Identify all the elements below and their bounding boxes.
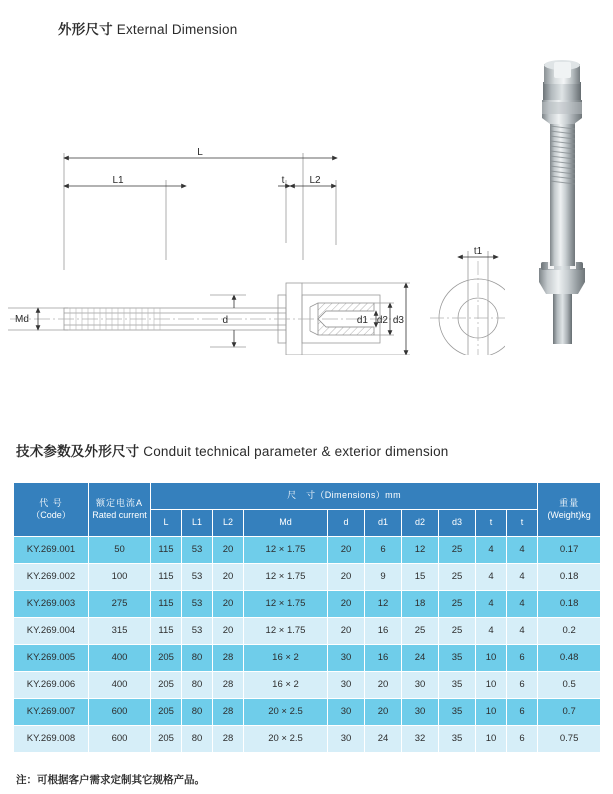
cell-t2: 6 <box>507 726 538 753</box>
cell-weight: 0.18 <box>538 564 601 591</box>
cell-L: 205 <box>151 699 182 726</box>
cell-weight: 0.18 <box>538 591 601 618</box>
cell-d2: 18 <box>402 591 439 618</box>
cell-t: 10 <box>476 726 507 753</box>
cell-code: KY.269.005 <box>14 645 89 672</box>
drawing-label-d3: d3 <box>392 315 404 326</box>
drawing-label-L: L <box>197 147 203 158</box>
cell-L: 115 <box>151 564 182 591</box>
cell-t: 10 <box>476 699 507 726</box>
cell-t2: 6 <box>507 672 538 699</box>
cell-weight: 0.48 <box>538 645 601 672</box>
cell-weight: 0.7 <box>538 699 601 726</box>
cell-L2: 28 <box>213 726 244 753</box>
cell-d3: 25 <box>439 618 476 645</box>
cell-d2: 30 <box>402 699 439 726</box>
page-title-en: External Dimension <box>116 22 238 37</box>
cell-t: 4 <box>476 618 507 645</box>
cell-t2: 4 <box>507 618 538 645</box>
cell-rated-current: 275 <box>89 591 151 618</box>
cell-t: 4 <box>476 591 507 618</box>
cell-L2: 20 <box>213 564 244 591</box>
drawing-label-Md: Md <box>15 314 29 325</box>
cell-L: 205 <box>151 672 182 699</box>
cell-d2: 30 <box>402 672 439 699</box>
table-row <box>14 618 601 645</box>
header-col-L2: L2 <box>213 510 244 537</box>
cell-t2: 4 <box>507 537 538 564</box>
cell-code: KY.269.004 <box>14 618 89 645</box>
photo-shank <box>550 184 575 266</box>
cell-L: 115 <box>151 591 182 618</box>
cell-d: 30 <box>328 699 365 726</box>
technical-drawing <box>0 55 505 355</box>
spec-table-body <box>14 537 601 753</box>
drawing-label-L2: L2 <box>309 175 321 186</box>
cell-code: KY.269.006 <box>14 672 89 699</box>
cell-t: 10 <box>476 672 507 699</box>
table-row <box>14 591 601 618</box>
header-col-d1: d1 <box>365 510 402 537</box>
header-col-t: t <box>476 510 507 537</box>
drawing-label-d2: d2 <box>376 315 388 326</box>
page-title-cn: 外形尺寸 <box>58 22 113 37</box>
cell-d: 20 <box>328 618 365 645</box>
cell-code: KY.269.007 <box>14 699 89 726</box>
cell-d: 20 <box>328 591 365 618</box>
drawing-label-L1: L1 <box>112 175 124 186</box>
header-col-d2: d2 <box>402 510 439 537</box>
table-title-cn: 技术参数及外形尺寸 <box>16 444 140 459</box>
cell-code: KY.269.008 <box>14 726 89 753</box>
cell-d1: 6 <box>365 537 402 564</box>
cell-code: KY.269.001 <box>14 537 89 564</box>
cell-Md: 16 × 2 <box>244 672 328 699</box>
cell-t: 10 <box>476 645 507 672</box>
cell-weight: 0.17 <box>538 537 601 564</box>
cell-code: KY.269.002 <box>14 564 89 591</box>
drawing-label-d1: d1 <box>356 315 368 326</box>
cell-L: 115 <box>151 537 182 564</box>
cell-d1: 9 <box>365 564 402 591</box>
cell-L1: 80 <box>182 726 213 753</box>
header-rated-current: 额定电流A Rated current <box>89 483 151 537</box>
cell-d1: 16 <box>365 645 402 672</box>
table-title-en: Conduit technical parameter & exterior dimension <box>143 444 449 459</box>
product-photo <box>512 56 612 346</box>
cell-rated-current: 400 <box>89 672 151 699</box>
cell-Md: 12 × 1.75 <box>244 618 328 645</box>
page-title-external-dimension <box>58 18 237 38</box>
cell-rated-current: 600 <box>89 726 151 753</box>
cell-L1: 53 <box>182 591 213 618</box>
cell-Md: 12 × 1.75 <box>244 591 328 618</box>
spec-table-container <box>13 482 600 753</box>
table-header-row-top <box>14 483 601 510</box>
table-row <box>14 672 601 699</box>
header-col-L1: L1 <box>182 510 213 537</box>
table-row <box>14 537 601 564</box>
cell-t2: 4 <box>507 591 538 618</box>
cell-d3: 25 <box>439 537 476 564</box>
cell-d1: 12 <box>365 591 402 618</box>
cell-t2: 6 <box>507 699 538 726</box>
cell-L2: 20 <box>213 591 244 618</box>
cell-d3: 35 <box>439 699 476 726</box>
drawing-label-t1: t1 <box>473 246 483 257</box>
cell-d3: 35 <box>439 672 476 699</box>
header-col-Md: Md <box>244 510 328 537</box>
cell-weight: 0.5 <box>538 672 601 699</box>
cell-d: 20 <box>328 537 365 564</box>
cell-L2: 20 <box>213 537 244 564</box>
cell-L1: 53 <box>182 618 213 645</box>
footer-note: 注：可根据客户需求定制其它规格产品。 <box>16 774 205 786</box>
cell-d1: 20 <box>365 672 402 699</box>
cell-weight: 0.2 <box>538 618 601 645</box>
cell-L2: 28 <box>213 645 244 672</box>
header-dimensions-group: 尺 寸（Dimensions）mm <box>151 483 538 510</box>
cell-d3: 25 <box>439 564 476 591</box>
cell-Md: 16 × 2 <box>244 645 328 672</box>
cell-L2: 28 <box>213 699 244 726</box>
header-col-d3: d3 <box>439 510 476 537</box>
cell-Md: 12 × 1.75 <box>244 564 328 591</box>
header-col-t2: t <box>507 510 538 537</box>
cell-d1: 20 <box>365 699 402 726</box>
table-row <box>14 564 601 591</box>
cell-d: 30 <box>328 672 365 699</box>
cell-t2: 4 <box>507 564 538 591</box>
cell-t: 4 <box>476 537 507 564</box>
cell-d2: 12 <box>402 537 439 564</box>
header-code: 代 号 （Code） <box>14 483 89 537</box>
cell-d: 30 <box>328 645 365 672</box>
cell-d2: 24 <box>402 645 439 672</box>
table-row <box>14 699 601 726</box>
cell-rated-current: 50 <box>89 537 151 564</box>
cell-d3: 25 <box>439 591 476 618</box>
cell-d: 30 <box>328 726 365 753</box>
cell-L: 205 <box>151 726 182 753</box>
spec-table <box>13 482 601 753</box>
photo-shaft-tip <box>553 294 572 344</box>
cell-d: 20 <box>328 564 365 591</box>
header-col-L: L <box>151 510 182 537</box>
cell-d3: 35 <box>439 645 476 672</box>
table-row <box>14 645 601 672</box>
cell-t: 4 <box>476 564 507 591</box>
cell-weight: 0.75 <box>538 726 601 753</box>
cell-rated-current: 100 <box>89 564 151 591</box>
cell-rated-current: 600 <box>89 699 151 726</box>
table-row <box>14 726 601 753</box>
cell-d1: 24 <box>365 726 402 753</box>
header-weight: 重量 (Weight)kg <box>538 483 601 537</box>
cell-d2: 15 <box>402 564 439 591</box>
photo-nut-upper <box>543 82 581 100</box>
cell-d2: 25 <box>402 618 439 645</box>
cell-d3: 35 <box>439 726 476 753</box>
page-title-table <box>16 440 449 460</box>
cell-code: KY.269.003 <box>14 591 89 618</box>
cell-Md: 20 × 2.5 <box>244 726 328 753</box>
cell-t2: 6 <box>507 645 538 672</box>
cell-rated-current: 315 <box>89 618 151 645</box>
cell-L1: 80 <box>182 645 213 672</box>
cell-d1: 16 <box>365 618 402 645</box>
cell-L1: 53 <box>182 537 213 564</box>
header-col-d: d <box>328 510 365 537</box>
cell-L2: 28 <box>213 672 244 699</box>
cell-L: 115 <box>151 618 182 645</box>
cell-rated-current: 400 <box>89 645 151 672</box>
cell-d2: 32 <box>402 726 439 753</box>
photo-flange <box>539 268 585 294</box>
cell-L1: 53 <box>182 564 213 591</box>
cell-L1: 80 <box>182 699 213 726</box>
drawing-label-d: d <box>222 315 228 326</box>
cell-L1: 80 <box>182 672 213 699</box>
cell-L2: 20 <box>213 618 244 645</box>
cell-L: 205 <box>151 645 182 672</box>
cell-Md: 20 × 2.5 <box>244 699 328 726</box>
cell-Md: 12 × 1.75 <box>244 537 328 564</box>
drawing-label-t: t <box>281 175 285 186</box>
